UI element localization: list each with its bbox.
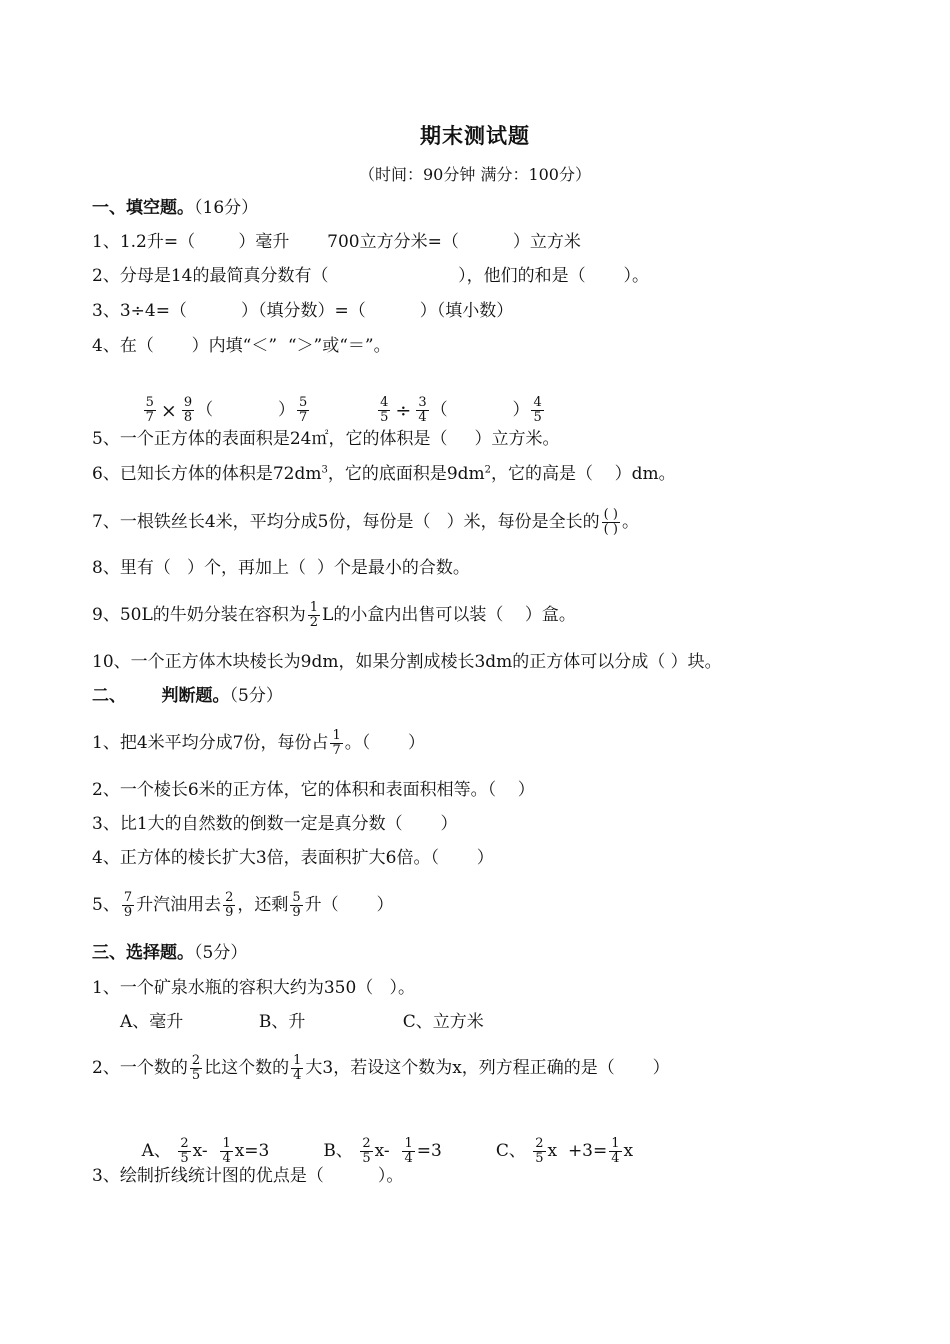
fraction: $\frac{1}{4}$ (293, 1053, 302, 1083)
fraction: $\frac{2}{5}$ (180, 1136, 189, 1166)
judge-item-3: 3、比1大的自然数的倒数一定是真分数（ ） (92, 814, 458, 834)
fraction: $\frac{3}{4}$ (418, 395, 427, 425)
fraction: $\frac{5}{7}$ (298, 395, 308, 425)
judge-item-5: 5、 $\frac{7}{9}$ 升汽油用去 $\frac{2}{9}$ ，还剩 $\frac{5}{9}$ 升（ ） (92, 890, 394, 920)
fraction: $\frac{2}{5}$ (362, 1136, 371, 1166)
fraction: $\frac{2}{9}$ (225, 890, 234, 920)
fraction: $\frac{1}{4}$ (404, 1136, 413, 1166)
option-c: C、 $\frac{2}{5}$ x +3= $\frac{1}{4}$ x (495, 1136, 634, 1166)
fill-item-4: 4、在（ ）内填“＜” “＞”或“＝”。 (92, 336, 391, 356)
fill-item-1: 1、1.2升=（ ）毫升 700立方分米=（ ）立方米 (92, 232, 581, 252)
section-2-score: （5分） (229, 686, 283, 706)
fraction: $\frac{5}{9}$ (292, 890, 301, 920)
compare-blank: （ ） (430, 400, 530, 420)
choice-item-3: 3、绘制折线统计图的优点是（ ）。 (92, 1166, 404, 1186)
fraction: $\frac{4}{5}$ (533, 395, 542, 425)
fraction: $\frac{( )}{( )}$ (603, 507, 618, 537)
judge-item-4: 4、正方体的棱长扩大3倍，表面积扩大6倍。（ ） (92, 848, 494, 868)
choice-item-1-options: A、毫升 B、升 C、立方米 (120, 1012, 484, 1032)
section-2-heading (92, 685, 283, 707)
fill-item-5: 5、一个正方体的表面积是24㎡，它的体积是（ ）立方米。 (92, 429, 560, 449)
times-sign: × (160, 399, 177, 422)
compare-blank: （ ） (196, 400, 295, 420)
section-2-title: 二、 判断题。 (92, 686, 230, 706)
judge-item-2: 2、一个棱长6米的正方体，它的体积和表面积相等。（ ） (92, 780, 535, 800)
page-title: 期末测试题 (420, 124, 530, 148)
fraction: $\frac{1}{2}$ (309, 600, 319, 630)
divide-sign: ÷ (395, 399, 412, 422)
option-a: A、 $\frac{2}{5}$ x- $\frac{1}{4}$ x=3 (141, 1136, 270, 1166)
page-subtitle: （时间：90分钟 满分：100分） (359, 165, 591, 184)
fraction: $\frac{1}{4}$ (611, 1136, 620, 1166)
fill-item-2: 2、分母是14的最简真分数有（ ），他们的和是（ ）。 (92, 266, 649, 286)
fill-item-6: 6、已知长方体的体积是$72dm^3$，它的底面积是$9dm^2$，它的高是（ ）dm。 (92, 464, 676, 484)
section-3-score: （5分） (194, 943, 248, 963)
section-1-heading (92, 197, 258, 219)
fill-item-8: 8、里有（ ）个，再加上（ ）个是最小的合数。 (92, 558, 470, 578)
judge-item-1: 1、把4米平均分成7份，每份占 $\frac{1}{7}$ 。（ ） (92, 728, 426, 758)
fill-item-10: 10、一个正方体木块棱长为9dm，如果分割成棱长3dm的正方体可以分成（ ）块。 (92, 652, 722, 672)
fraction: $\frac{1}{4}$ (222, 1136, 231, 1166)
section-1-title: 一、填空题。 (92, 198, 194, 218)
fraction: $\frac{9}{8}$ (183, 395, 193, 425)
fill-item-7: 7、一根铁丝长4米，平均分成5份，每份是（ ）米，每份是全长的 $\frac{( )}{( )}$ 。 (92, 507, 639, 537)
fraction: $\frac{2}{5}$ (535, 1136, 544, 1166)
section-1-score: （16分） (194, 198, 259, 218)
fraction: $\frac{1}{7}$ (332, 728, 341, 758)
fill-item-3: 3、3÷4=（ ）（填分数）=（ ）（填小数） (92, 301, 514, 321)
fraction: $\frac{4}{5}$ (380, 395, 389, 425)
section-3-heading (92, 942, 247, 964)
fraction: $\frac{2}{5}$ (191, 1053, 201, 1083)
fill-item-9: 9、50L的牛奶分装在容积为 $\frac{1}{2}$ L的小盒内出售可以装（ ）盒。 (92, 600, 576, 630)
fraction: $\frac{5}{7}$ (145, 395, 154, 425)
fraction: $\frac{7}{9}$ (123, 890, 133, 920)
option-b: B、 $\frac{2}{5}$ x- $\frac{1}{4}$ =3 (323, 1136, 442, 1166)
choice-item-2: 2、一个数的 $\frac{2}{5}$ 比这个数的 $\frac{1}{4}$ 大3，若设这个数为x，列方程正确的是（ ） (92, 1053, 670, 1083)
section-3-title: 三、选择题。 (92, 943, 194, 963)
choice-item-1: 1、一个矿泉水瓶的容积大约为350（ ）。 (92, 978, 415, 998)
